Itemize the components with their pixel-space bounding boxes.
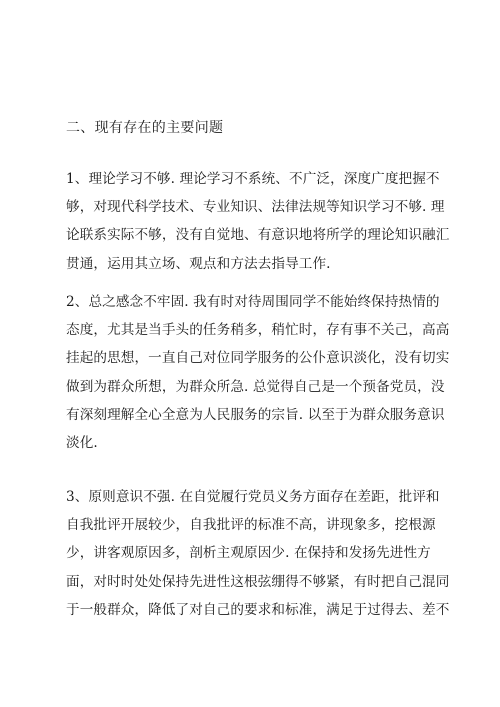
paragraph-line: 贯通，运用其立场、观点和方法去指导工作.: [66, 255, 331, 272]
paragraph-line: 做到为群众所想，为群众所急. 总觉得自己是一个预备党员，没: [66, 378, 445, 395]
paragraph-line: 于一般群众，降低了对自己的要求和标准，满足于过得去、差不: [66, 601, 450, 618]
paragraph-1: [66, 165, 450, 278]
section-heading: 二、现有存在的主要问题: [66, 120, 224, 136]
paragraph-line: 有深刻理解全心全意为人民服务的宗旨. 以至于为群众服务意识: [66, 406, 445, 423]
paragraph-3: [66, 483, 450, 624]
paragraph-line: 3、原则意识不强. 在自觉履行党员义务方面存在差距，批评和: [66, 489, 440, 505]
paragraph-line: 论联系实际不够，没有自觉地、有意识地将所学的理论知识融汇: [66, 227, 450, 244]
paragraph-line: 够，对现代科学技术、专业知识、法律法规等知识学习不够. 理: [66, 199, 445, 216]
paragraph-line: 挂起的思想，一直自己对位同学服务的公仆意识淡化，没有切实: [66, 350, 450, 367]
paragraph-line: 自我批评开展较少，自我批评的标准不高，讲现象多，挖根源: [66, 517, 436, 534]
paragraph-line: 态度，尤其是当手头的任务稍多，稍忙时，存有事不关己，高高: [66, 322, 450, 339]
paragraph-line: 淡化.: [66, 434, 98, 451]
paragraph-line: 2、总之感念不牢固. 我有时对待周围同学不能始终保持热情的: [66, 294, 440, 310]
paragraph-line: 少，讲客观原因多，剖析主观原因少. 在保持和发扬先进性方: [66, 545, 431, 562]
paragraph-line: 1、理论学习不够. 理论学习不系统、不广泛，深度广度把握不: [66, 171, 440, 187]
paragraph-line: 面，对时时处处保持先进性这根弦绷得不够紧，有时把自己混同: [66, 573, 450, 590]
paragraph-2: [66, 288, 450, 457]
